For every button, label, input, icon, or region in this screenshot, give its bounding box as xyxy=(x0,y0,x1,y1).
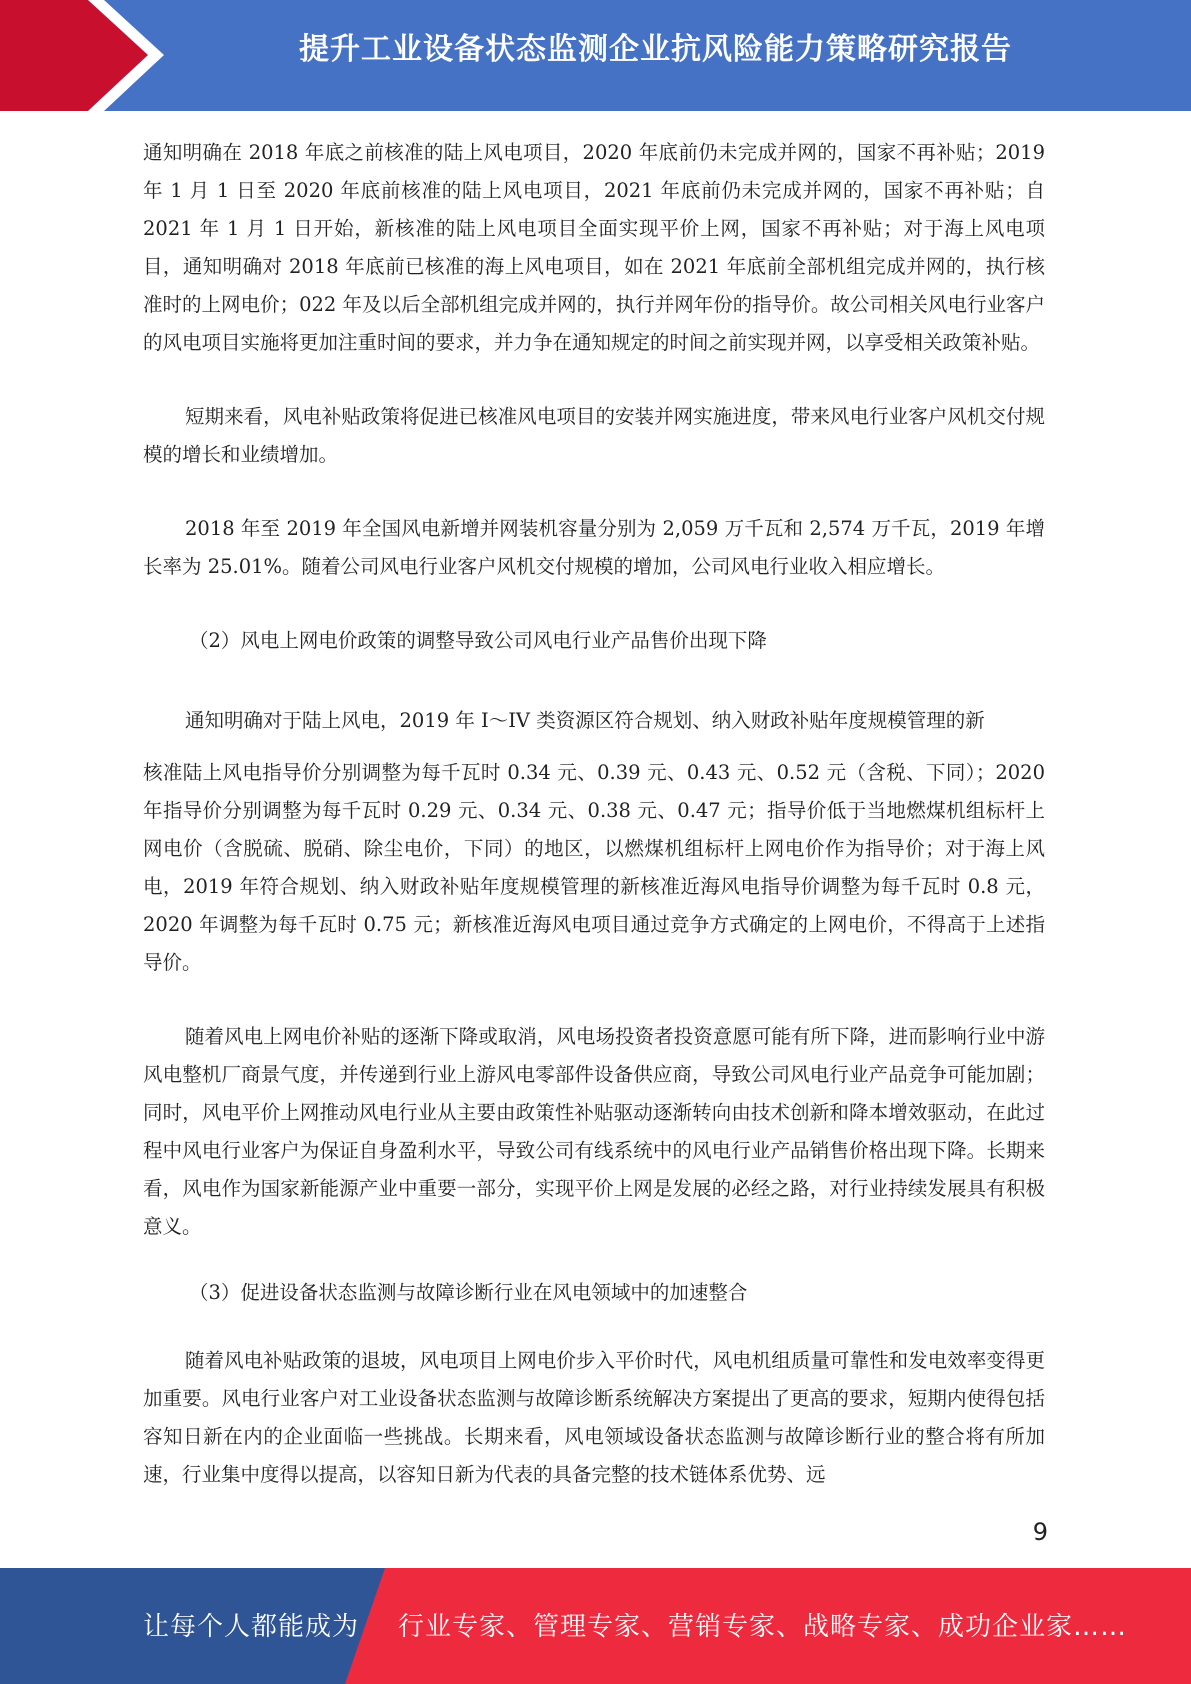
paragraph-onshore-price: 核准陆上风电指导价分别调整为每千瓦时 0.34 元、0.39 元、0.43 元、0.52 元（含税、下同）；2020 年指导价分别调整为每千瓦时 0.29 元、0.34 元、0.38 元、0.47 元；指导价低于当地燃煤机组标杆上网电价（含脱硫、脱硝、除尘电价，下同）的地区，以燃煤机组标杆上网电价作为指导价；对于海上风电，2019 年符合规划、纳入财政补贴年度规模管理的新核准近海风电指导价调整为每千瓦时 0.8 元，2020 年调整为每千瓦时 0.75 元；新核准近海风电项目通过竞争方式确定的上网电价，不得高于上述指导价。 xyxy=(143,761,1045,974)
paragraph-price-decline: 随着风电上网电价补贴的逐渐下降或取消，风电场投资者投资意愿可能有所下降，进而影响行业中游风电整机厂商景气度，并传递到行业上游风电零部件设备供应商，导致公司风电行业产品竞争可能加剧；同时，风电平价上网推动风电行业从主要由政策性补贴驱动逐渐转向由技术创新和降本增效驱动，在此过程中风电行业客户为保证自身盈利水平，导致公司有线系统中的风电行业产品销售价格出现下降。长期来看，风电作为国家新能源产业中重要一部分，实现平价上网是发展的必经之路，对行业持续发展具有积极意义。 xyxy=(143,1025,1045,1238)
page-number: 9 xyxy=(1032,1518,1048,1546)
footer-slogan-left: 让每个人都能成为 xyxy=(143,1612,360,1642)
footer-slogan-right: 行业专家、管理专家、营销专家、战略专家、成功企业家…… xyxy=(398,1612,1128,1642)
page-body xyxy=(143,134,1045,1494)
page-footer xyxy=(0,1568,1191,1684)
page-header xyxy=(0,0,1191,111)
paragraph-short-term: 短期来看，风电补贴政策将促进已核准风电项目的安装并网实施进度，带来风电行业客户风机交付规模的增长和业绩增加。 xyxy=(143,405,1045,466)
report-title: 提升工业设备状态监测企业抗风险能力策略研究报告 xyxy=(299,32,1012,67)
section-heading-3: （3）促进设备状态监测与故障诊断行业在风电领域中的加速整合 xyxy=(189,1281,748,1304)
paragraph-industry-consolidation: 随着风电补贴政策的退坡，风电项目上网电价步入平价时代，风电机组质量可靠性和发电效率变得更加重要。风电行业客户对工业设备状态监测与故障诊断系统解决方案提出了更高的要求，短期内使得包括容知日新在内的企业面临一些挑战。长期来看，风电领域设备状态监测与故障诊断行业的整合将有所加速，行业集中度得以提高，以容知日新为代表的具备完整的技术链体系优势、远 xyxy=(143,1349,1045,1486)
paragraph-capacity-growth: 2018 年至 2019 年全国风电新增并网装机容量分别为 2,059 万千瓦和 2,574 万千瓦，2019 年增长率为 25.01%。随着公司风电行业客户风机交付规模的增加，公司风电行业收入相应增长。 xyxy=(143,517,1045,578)
paragraph-subsidy-notice: 通知明确在 2018 年底之前核准的陆上风电项目，2020 年底前仍未完成并网的，国家不再补贴；2019 年 1 月 1 日至 2020 年底前核准的陆上风电项目，2021 年底前仍未完成并网的，国家不再补贴；自 2021 年 1 月 1 日开始，新核准的陆上风电项目全面实现平价上网，国家不再补贴；对于海上风电项目，通知明确对 2018 年底前已核准的海上风电项目，如在 2021 年底前全部机组完成并网的，执行核准时的上网电价；022 年及以后全部机组完成并网的，执行并网年份的指导价。故公司相关风电行业客户的风电项目实施将更加注重时间的要求，并力争在通知规定的时间之前实现并网，以享受相关政策补贴。 xyxy=(143,141,1045,354)
paragraph-onshore-price-line1: 通知明确对于陆上风电，2019 年 I～IV 类资源区符合规划、纳入财政补贴年度规模管理的新 xyxy=(185,709,985,732)
section-heading-2: （2）风电上网电价政策的调整导致公司风电行业产品售价出现下降 xyxy=(189,629,767,652)
